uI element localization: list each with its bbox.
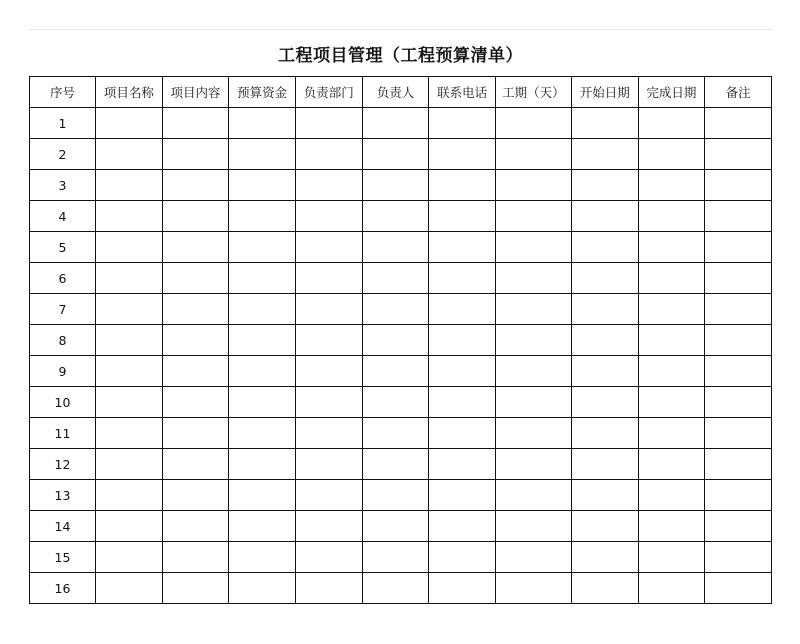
notes-cell[interactable] <box>705 480 772 511</box>
end-date-cell[interactable] <box>638 387 705 418</box>
col-header-start-date: 开始日期 <box>571 77 638 108</box>
row-index-cell: 16 <box>30 573 96 604</box>
notes-cell[interactable] <box>705 542 772 573</box>
notes-cell[interactable] <box>705 325 772 356</box>
table-row <box>30 108 772 139</box>
project-content-cell[interactable] <box>162 418 229 449</box>
project-name-cell[interactable] <box>96 201 163 232</box>
project-content-cell[interactable] <box>162 356 229 387</box>
start-date-cell[interactable] <box>571 356 638 387</box>
owner-cell[interactable] <box>362 170 429 201</box>
duration-cell[interactable] <box>495 480 571 511</box>
department-cell[interactable] <box>295 418 362 449</box>
budget-cell[interactable] <box>229 263 296 294</box>
phone-cell[interactable] <box>429 139 496 170</box>
notes-cell[interactable] <box>705 263 772 294</box>
table-row <box>30 232 772 263</box>
department-cell[interactable] <box>295 387 362 418</box>
budget-cell[interactable] <box>229 139 296 170</box>
phone-cell[interactable] <box>429 170 496 201</box>
start-date-cell[interactable] <box>571 542 638 573</box>
owner-cell[interactable] <box>362 573 429 604</box>
col-header-owner: 负责人 <box>362 77 429 108</box>
duration-cell[interactable] <box>495 139 571 170</box>
department-cell[interactable] <box>295 573 362 604</box>
row-index-cell: 9 <box>30 356 96 387</box>
duration-cell[interactable] <box>495 325 571 356</box>
budget-cell[interactable] <box>229 232 296 263</box>
col-header-index: 序号 <box>30 77 96 108</box>
project-name-cell[interactable] <box>96 573 163 604</box>
row-index-cell: 13 <box>30 480 96 511</box>
phone-cell[interactable] <box>429 356 496 387</box>
owner-cell[interactable] <box>362 418 429 449</box>
duration-cell[interactable] <box>495 449 571 480</box>
start-date-cell[interactable] <box>571 325 638 356</box>
row-index-cell: 6 <box>30 263 96 294</box>
start-date-cell[interactable] <box>571 201 638 232</box>
start-date-cell[interactable] <box>571 573 638 604</box>
end-date-cell[interactable] <box>638 542 705 573</box>
end-date-cell[interactable] <box>638 325 705 356</box>
notes-cell[interactable] <box>705 139 772 170</box>
row-index-cell: 2 <box>30 139 96 170</box>
end-date-cell[interactable] <box>638 294 705 325</box>
row-index-cell: 3 <box>30 170 96 201</box>
table-body <box>30 108 772 604</box>
notes-cell[interactable] <box>705 356 772 387</box>
budget-cell[interactable] <box>229 325 296 356</box>
project-content-cell[interactable] <box>162 573 229 604</box>
budget-cell[interactable] <box>229 573 296 604</box>
department-cell[interactable] <box>295 139 362 170</box>
department-cell[interactable] <box>295 201 362 232</box>
department-cell[interactable] <box>295 449 362 480</box>
end-date-cell[interactable] <box>638 232 705 263</box>
duration-cell[interactable] <box>495 418 571 449</box>
project-content-cell[interactable] <box>162 480 229 511</box>
department-cell[interactable] <box>295 232 362 263</box>
table-row <box>30 573 772 604</box>
owner-cell[interactable] <box>362 480 429 511</box>
end-date-cell[interactable] <box>638 170 705 201</box>
phone-cell[interactable] <box>429 232 496 263</box>
end-date-cell[interactable] <box>638 356 705 387</box>
row-index-cell: 1 <box>30 108 96 139</box>
project-content-cell[interactable] <box>162 294 229 325</box>
project-content-cell[interactable] <box>162 170 229 201</box>
duration-cell[interactable] <box>495 573 571 604</box>
row-index-cell: 15 <box>30 542 96 573</box>
header-row <box>30 77 772 108</box>
budget-cell[interactable] <box>229 108 296 139</box>
budget-cell[interactable] <box>229 480 296 511</box>
department-cell[interactable] <box>295 480 362 511</box>
table-row <box>30 263 772 294</box>
project-name-cell[interactable] <box>96 418 163 449</box>
duration-cell[interactable] <box>495 201 571 232</box>
notes-cell[interactable] <box>705 201 772 232</box>
project-name-cell[interactable] <box>96 232 163 263</box>
owner-cell[interactable] <box>362 201 429 232</box>
duration-cell[interactable] <box>495 294 571 325</box>
project-name-cell[interactable] <box>96 387 163 418</box>
table-row <box>30 325 772 356</box>
project-name-cell[interactable] <box>96 108 163 139</box>
owner-cell[interactable] <box>362 139 429 170</box>
department-cell[interactable] <box>295 170 362 201</box>
project-content-cell[interactable] <box>162 542 229 573</box>
col-header-department: 负责部门 <box>295 77 362 108</box>
start-date-cell[interactable] <box>571 480 638 511</box>
project-content-cell[interactable] <box>162 449 229 480</box>
project-content-cell[interactable] <box>162 232 229 263</box>
project-content-cell[interactable] <box>162 387 229 418</box>
phone-cell[interactable] <box>429 418 496 449</box>
budget-cell[interactable] <box>229 542 296 573</box>
department-cell[interactable] <box>295 294 362 325</box>
phone-cell[interactable] <box>429 542 496 573</box>
project-name-cell[interactable] <box>96 263 163 294</box>
duration-cell[interactable] <box>495 170 571 201</box>
budget-cell[interactable] <box>229 511 296 542</box>
start-date-cell[interactable] <box>571 139 638 170</box>
start-date-cell[interactable] <box>571 449 638 480</box>
project-content-cell[interactable] <box>162 263 229 294</box>
table-row <box>30 170 772 201</box>
duration-cell[interactable] <box>495 542 571 573</box>
notes-cell[interactable] <box>705 511 772 542</box>
table-row <box>30 542 772 573</box>
project-name-cell[interactable] <box>96 511 163 542</box>
row-index-cell: 14 <box>30 511 96 542</box>
project-name-cell[interactable] <box>96 139 163 170</box>
owner-cell[interactable] <box>362 232 429 263</box>
budget-cell[interactable] <box>229 294 296 325</box>
end-date-cell[interactable] <box>638 573 705 604</box>
budget-cell[interactable] <box>229 170 296 201</box>
row-index-cell: 8 <box>30 325 96 356</box>
budget-cell[interactable] <box>229 356 296 387</box>
start-date-cell[interactable] <box>571 232 638 263</box>
owner-cell[interactable] <box>362 325 429 356</box>
title-row <box>29 29 772 76</box>
department-cell[interactable] <box>295 108 362 139</box>
phone-cell[interactable] <box>429 201 496 232</box>
end-date-cell[interactable] <box>638 480 705 511</box>
start-date-cell[interactable] <box>571 263 638 294</box>
owner-cell[interactable] <box>362 449 429 480</box>
start-date-cell[interactable] <box>571 418 638 449</box>
project-name-cell[interactable] <box>96 480 163 511</box>
notes-cell[interactable] <box>705 418 772 449</box>
notes-cell[interactable] <box>705 387 772 418</box>
department-cell[interactable] <box>295 542 362 573</box>
budget-sheet <box>29 29 772 604</box>
col-header-notes: 备注 <box>705 77 772 108</box>
owner-cell[interactable] <box>362 356 429 387</box>
project-content-cell[interactable] <box>162 139 229 170</box>
row-index-cell: 11 <box>30 418 96 449</box>
duration-cell[interactable] <box>495 387 571 418</box>
budget-cell[interactable] <box>229 418 296 449</box>
project-name-cell[interactable] <box>96 356 163 387</box>
row-index-cell: 7 <box>30 294 96 325</box>
project-name-cell[interactable] <box>96 170 163 201</box>
phone-cell[interactable] <box>429 263 496 294</box>
owner-cell[interactable] <box>362 387 429 418</box>
owner-cell[interactable] <box>362 542 429 573</box>
end-date-cell[interactable] <box>638 201 705 232</box>
department-cell[interactable] <box>295 325 362 356</box>
budget-cell[interactable] <box>229 449 296 480</box>
phone-cell[interactable] <box>429 573 496 604</box>
start-date-cell[interactable] <box>571 511 638 542</box>
table-row <box>30 511 772 542</box>
notes-cell[interactable] <box>705 294 772 325</box>
start-date-cell[interactable] <box>571 170 638 201</box>
col-header-end-date: 完成日期 <box>638 77 705 108</box>
phone-cell[interactable] <box>429 108 496 139</box>
department-cell[interactable] <box>295 263 362 294</box>
start-date-cell[interactable] <box>571 294 638 325</box>
end-date-cell[interactable] <box>638 418 705 449</box>
department-cell[interactable] <box>295 356 362 387</box>
project-content-cell[interactable] <box>162 201 229 232</box>
budget-cell[interactable] <box>229 201 296 232</box>
col-header-project-name: 项目名称 <box>96 77 163 108</box>
budget-cell[interactable] <box>229 387 296 418</box>
col-header-project-content: 项目内容 <box>162 77 229 108</box>
table-row <box>30 356 772 387</box>
project-content-cell[interactable] <box>162 108 229 139</box>
owner-cell[interactable] <box>362 294 429 325</box>
project-name-cell[interactable] <box>96 542 163 573</box>
end-date-cell[interactable] <box>638 263 705 294</box>
table-row <box>30 418 772 449</box>
duration-cell[interactable] <box>495 232 571 263</box>
duration-cell[interactable] <box>495 108 571 139</box>
row-index-cell: 4 <box>30 201 96 232</box>
phone-cell[interactable] <box>429 325 496 356</box>
notes-cell[interactable] <box>705 232 772 263</box>
table-row <box>30 480 772 511</box>
end-date-cell[interactable] <box>638 511 705 542</box>
table-row <box>30 387 772 418</box>
budget-table <box>29 76 772 604</box>
table-row <box>30 294 772 325</box>
notes-cell[interactable] <box>705 449 772 480</box>
end-date-cell[interactable] <box>638 108 705 139</box>
project-content-cell[interactable] <box>162 325 229 356</box>
project-name-cell[interactable] <box>96 294 163 325</box>
table-row <box>30 139 772 170</box>
row-index-cell: 12 <box>30 449 96 480</box>
page-title: 工程项目管理（工程预算清单） <box>278 45 523 66</box>
project-name-cell[interactable] <box>96 449 163 480</box>
col-header-duration: 工期（天） <box>495 77 571 108</box>
notes-cell[interactable] <box>705 170 772 201</box>
owner-cell[interactable] <box>362 511 429 542</box>
owner-cell[interactable] <box>362 108 429 139</box>
phone-cell[interactable] <box>429 449 496 480</box>
owner-cell[interactable] <box>362 263 429 294</box>
phone-cell[interactable] <box>429 387 496 418</box>
duration-cell[interactable] <box>495 263 571 294</box>
project-content-cell[interactable] <box>162 511 229 542</box>
phone-cell[interactable] <box>429 480 496 511</box>
notes-cell[interactable] <box>705 108 772 139</box>
duration-cell[interactable] <box>495 511 571 542</box>
phone-cell[interactable] <box>429 511 496 542</box>
end-date-cell[interactable] <box>638 139 705 170</box>
table-row <box>30 449 772 480</box>
row-index-cell: 5 <box>30 232 96 263</box>
col-header-budget: 预算资金 <box>229 77 296 108</box>
department-cell[interactable] <box>295 511 362 542</box>
row-index-cell: 10 <box>30 387 96 418</box>
phone-cell[interactable] <box>429 294 496 325</box>
duration-cell[interactable] <box>495 356 571 387</box>
col-header-phone: 联系电话 <box>429 77 496 108</box>
start-date-cell[interactable] <box>571 108 638 139</box>
table-row <box>30 201 772 232</box>
notes-cell[interactable] <box>705 573 772 604</box>
start-date-cell[interactable] <box>571 387 638 418</box>
end-date-cell[interactable] <box>638 449 705 480</box>
project-name-cell[interactable] <box>96 325 163 356</box>
